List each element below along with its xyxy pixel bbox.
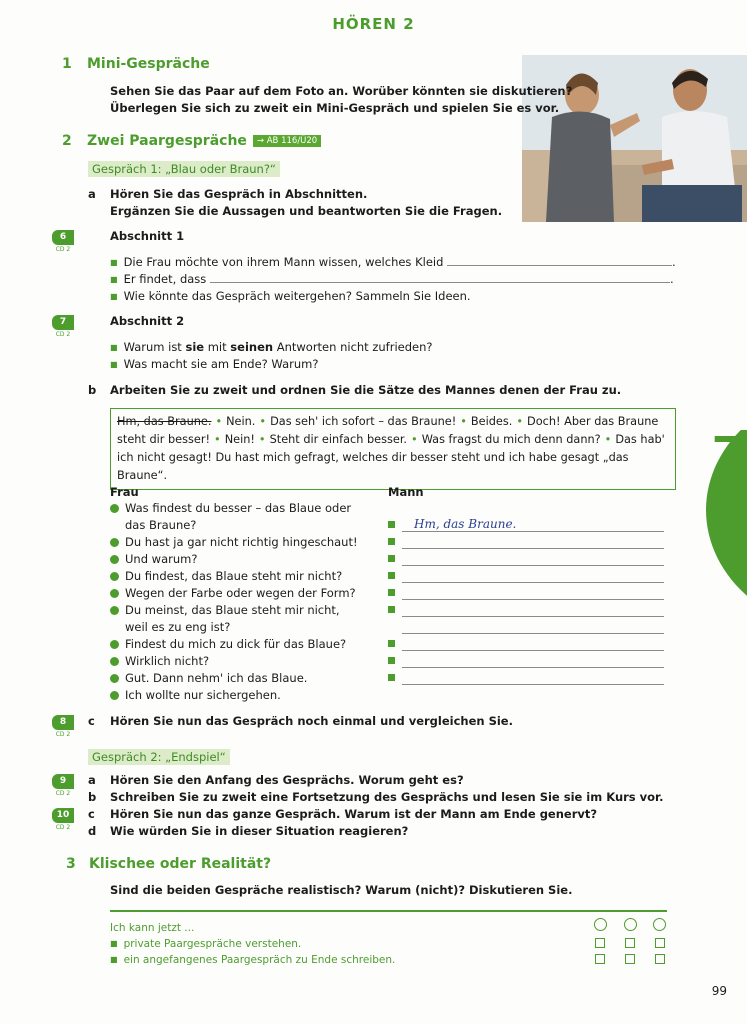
g2-task-text: Wie würden Sie in dieser Situation reagieren? — [110, 824, 409, 838]
section-1-title: Mini-Gespräche — [87, 56, 210, 72]
phrase: Nein! — [224, 433, 255, 446]
abschnitt-2-item-text: Was macht sie am Ende? Warum? — [123, 357, 319, 371]
section-3-title: Klischee oder Realität? — [89, 856, 272, 872]
answer-line[interactable] — [210, 282, 670, 283]
cd-track-6 — [52, 230, 74, 253]
frau-item: Gut. Dann nehm' ich das Blaue. — [110, 670, 390, 687]
g2-task-letter: b — [88, 790, 97, 804]
workbook-reference: → AB 116/Ü20 — [253, 135, 321, 147]
handwritten-answer: Hm, das Braune. — [414, 517, 517, 531]
cd-track-6-number: 6 — [52, 230, 74, 245]
frau-label: Frau — [110, 485, 139, 499]
g2-task-text: Hören Sie den Anfang des Gesprächs. Worum geht es? — [110, 773, 464, 787]
frau-item: Wegen der Farbe oder wegen der Form? — [110, 585, 390, 602]
text: mit — [204, 340, 231, 354]
chapter-tab-cutout — [708, 380, 747, 430]
checkbox[interactable] — [595, 938, 605, 948]
cd-track-10 — [52, 808, 74, 831]
mann-answer-row[interactable] — [388, 568, 664, 585]
task-b-text: Arbeiten Sie zu zweit und ordnen Sie die Sätze des Mannes denen der Frau zu. — [110, 383, 622, 397]
frau-item: Du hast ja gar nicht richtig hingeschaut! — [110, 534, 390, 551]
mann-label: Mann — [388, 485, 424, 499]
task-c-text: Hören Sie nun das Gespräch noch einmal und vergleichen Sie. — [110, 714, 513, 728]
frau-item: Findest du mich zu dick für das Blaue? — [110, 636, 390, 653]
frau-item: Du findest, das Blaue steht mir nicht? — [110, 568, 390, 585]
g2-task-text: Hören Sie nun das ganze Gespräch. Warum ist der Mann am Ende genervt? — [110, 807, 598, 821]
abschnitt-1-item-text: Wie könnte das Gespräch weitergehen? Sammeln Sie Ideen. — [123, 289, 471, 303]
text-bold: sie — [185, 340, 205, 354]
cd-track-7-number: 7 — [52, 315, 74, 330]
phrase: Das hab' ich nicht gesagt! Du hast mich gefragt, welches dir besser steht und ich habe gesagt „das Braune“. — [117, 433, 665, 482]
sad-face-icon — [653, 918, 666, 931]
frau-item-continued: das Braune? — [125, 518, 197, 532]
gespraech-1-heading — [88, 158, 280, 177]
abschnitt-2-item — [110, 339, 432, 356]
happy-face-icon — [594, 918, 607, 931]
cd-label: CD 2 — [55, 731, 71, 738]
can-do-box — [110, 910, 667, 968]
cd-track-10-number: 10 — [52, 808, 74, 823]
cd-track-7 — [52, 315, 74, 338]
mann-answer-row-spacer — [388, 619, 664, 636]
checkbox[interactable] — [625, 954, 635, 964]
can-do-item: ■ private Paargespräche verstehen. — [110, 936, 667, 952]
cd-track-8-number: 8 — [52, 715, 74, 730]
section-3-text: Sind die beiden Gespräche realistisch? Warum (nicht)? Diskutieren Sie. — [110, 883, 573, 897]
abschnitt-1-item — [110, 288, 471, 305]
task-b-letter: b — [88, 383, 97, 397]
abschnitt-2-heading: Abschnitt 2 — [110, 314, 185, 328]
mann-answer-row[interactable] — [388, 636, 664, 653]
phrase: Nein. — [226, 415, 256, 428]
cd-track-8 — [52, 715, 74, 738]
section-2-number: 2 — [62, 133, 72, 149]
cd-track-9-number: 9 — [52, 774, 74, 789]
checkbox[interactable] — [625, 938, 635, 948]
can-do-heading: Ich kann jetzt ... — [110, 922, 195, 934]
gespraech-2-label: Gespräch 2: „Endspiel“ — [88, 749, 230, 765]
frau-item: Du meinst, das Blaue steht mir nicht, — [110, 602, 390, 619]
abschnitt-2-item — [110, 356, 318, 373]
g2-task-letter: c — [88, 807, 95, 821]
answer-line[interactable] — [447, 265, 672, 266]
frau-item: Was findest du besser – das Blaue oder — [110, 500, 390, 517]
phrase: Das seh' ich sofort – das Braune! — [270, 415, 457, 428]
smiley-row — [594, 918, 666, 931]
mann-answer-row[interactable] — [388, 517, 664, 534]
g2-task-letter: d — [88, 824, 97, 838]
section-1-text-2: Überlegen Sie sich zu zweit ein Mini-Gespräch und spielen Sie es vor. — [110, 101, 560, 115]
cd-track-9 — [52, 774, 74, 797]
checkbox[interactable] — [655, 954, 665, 964]
couple-photo — [522, 55, 747, 222]
mann-answer-row[interactable] — [388, 585, 664, 602]
phrase: Was fragst du mich denn dann? — [421, 433, 601, 446]
mann-answer-row[interactable] — [388, 602, 664, 619]
checkbox-row — [595, 954, 665, 964]
section-3-number: 3 — [66, 856, 76, 872]
section-1-text-1: Sehen Sie das Paar auf dem Foto an. Worüber könnten sie diskutieren? — [110, 84, 573, 98]
text: Antworten nicht zufrieden? — [273, 340, 433, 354]
task-a-text-1: Hören Sie das Gespräch in Abschnitten. — [110, 187, 368, 201]
task-c-letter: c — [88, 714, 95, 728]
checkbox-row — [595, 938, 665, 948]
abschnitt-1-item: ■ Er findet, dass . — [110, 271, 674, 288]
frau-item-continued: weil es zu eng ist? — [125, 620, 231, 634]
section-2-title-text: Zwei Paargespräche — [87, 133, 247, 149]
section-1-number: 1 — [62, 56, 72, 72]
text-bold: seinen — [230, 340, 274, 354]
mann-answer-row[interactable] — [388, 670, 664, 687]
g2-task-text: Schreiben Sie zu zweit eine Fortsetzung des Gesprächs und lesen Sie sie im Kurs vor. — [110, 790, 664, 804]
g2-task-letter: a — [88, 773, 96, 787]
gespraech-2-heading — [88, 746, 230, 765]
word-box: Hm, das Braune. • Nein. • Das seh' ich sofort – das Braune! • Beides. • Doch! Aber das Braune steht dir besser! • Nein! • Steht dir einfach besser. • Was fragst du mich denn dann? • Das hab' ich nicht gesagt! Du hast mich gefragt, welches dir besser steht und ich habe gesagt „das Braune“. — [110, 408, 676, 490]
gespraech-1-label: Gespräch 1: „Blau oder Braun?“ — [88, 161, 280, 177]
abschnitt-1-item: ■ Die Frau möchte von ihrem Mann wissen, welches Kleid . — [110, 254, 676, 271]
frau-item: Wirklich nicht? — [110, 653, 390, 670]
section-2-title — [87, 133, 321, 149]
cd-label: CD 2 — [55, 824, 71, 831]
cd-label: CD 2 — [55, 790, 71, 797]
phrase: Beides. — [470, 415, 513, 428]
neutral-face-icon — [624, 918, 637, 931]
text: Warum ist — [123, 340, 186, 354]
mann-list — [388, 517, 664, 687]
can-do-item: ■ ein angefangenes Paargespräch zu Ende schreiben. — [110, 952, 667, 968]
task-a-text-2: Ergänzen Sie die Aussagen und beantworten Sie die Fragen. — [110, 204, 503, 218]
checkbox[interactable] — [655, 938, 665, 948]
abschnitt-1-heading: Abschnitt 1 — [110, 229, 185, 243]
chapter-number: 7 — [711, 428, 743, 479]
phrase: Hm, das Braune. — [117, 415, 212, 428]
cd-label: CD 2 — [55, 246, 71, 253]
page-number: 99 — [711, 984, 727, 998]
mann-answer-row[interactable] — [388, 551, 664, 568]
page-title: HÖREN 2 — [332, 15, 415, 33]
frau-list — [110, 500, 390, 704]
task-a-letter: a — [88, 187, 96, 201]
mann-answer-row[interactable] — [388, 653, 664, 670]
frau-item: Ich wollte nur sichergehen. — [110, 687, 390, 704]
mann-answer-row[interactable] — [388, 534, 664, 551]
abschnitt-1-item-text: Die Frau möchte von ihrem Mann wissen, welches Kleid — [123, 255, 444, 269]
frau-item: Und warum? — [110, 551, 390, 568]
phrase: Doch! Aber das Braune steht dir besser! — [117, 415, 659, 446]
cd-label: CD 2 — [55, 331, 71, 338]
abschnitt-1-item-text: Er findet, dass — [123, 272, 207, 286]
phrase: Steht dir einfach besser. — [269, 433, 408, 446]
checkbox[interactable] — [595, 954, 605, 964]
